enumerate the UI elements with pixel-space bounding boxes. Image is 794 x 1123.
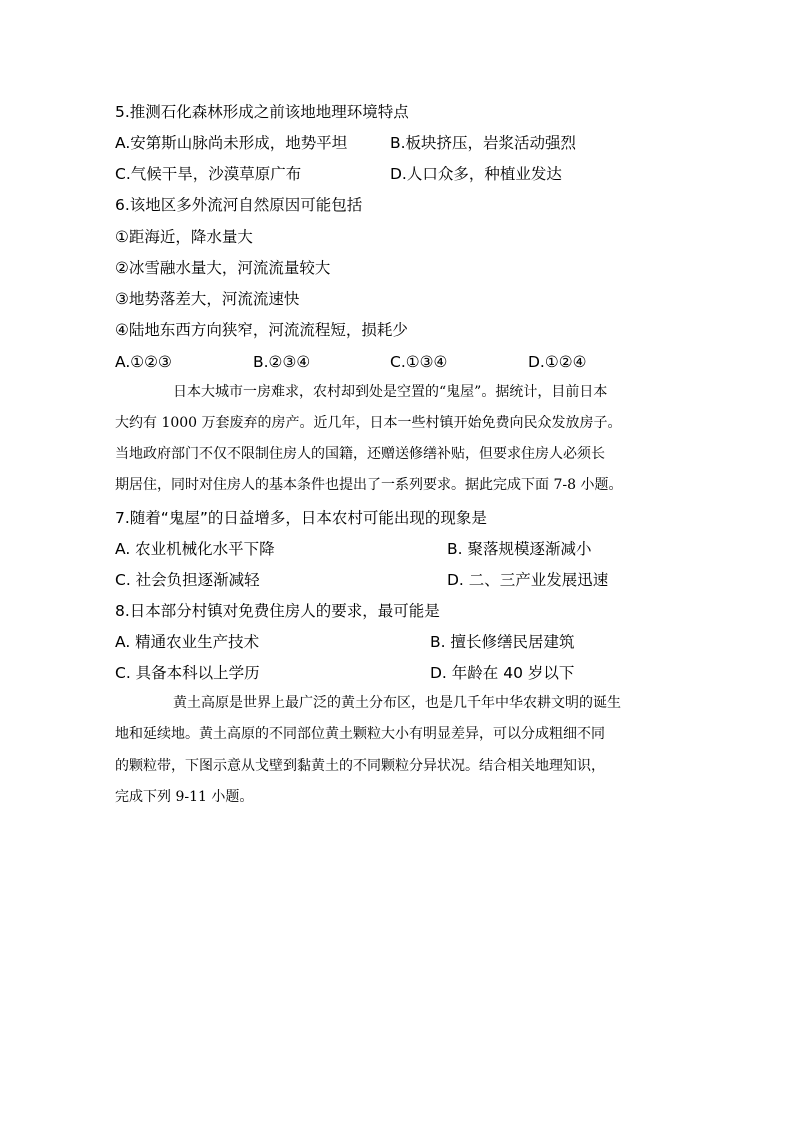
passage-9-11-line-2: 地和延续地。黄土高原的不同部位黄土颗粒大小有明显差异，可以分成粗细不同 [115, 726, 605, 742]
question-6-statement-2: ②冰雪融水量大，河流流量较大 [115, 259, 331, 277]
question-8-option-a: A. 精通农业生产技术 [115, 633, 260, 651]
question-6-option-b: B.②③④ [253, 353, 311, 371]
question-7-option-d: D. 二、三产业发展迅速 [447, 571, 609, 589]
question-5-option-c: C.气候干旱，沙漠草原广布 [115, 165, 302, 183]
question-7-stem: 7.随着“鬼屋”的日益增多，日本农村可能出现的现象是 [115, 509, 487, 527]
question-6-option-d: D.①②④ [528, 353, 587, 371]
passage-9-11-line-1: 黄土高原是世界上最广泛的黄土分布区，也是几千年中华农耕文明的诞生 [173, 695, 621, 711]
question-7-option-b: B. 聚落规模逐渐减小 [447, 540, 592, 558]
passage-9-11-line-4: 完成下列 9-11 小题。 [115, 789, 254, 805]
question-8-option-d: D. 年龄在 40 岁以下 [430, 664, 575, 682]
passage-7-8-line-2: 大约有 1000 万套废弃的房产。近几年，日本一些村镇开始免费向民众发放房子。 [115, 415, 622, 431]
question-6-stem: 6.该地区多外流河自然原因可能包括 [115, 196, 363, 214]
question-8-stem: 8.日本部分村镇对免费住房人的要求，最可能是 [115, 602, 440, 620]
question-6-option-a: A.①②③ [115, 353, 172, 371]
question-8-option-c: C. 具备本科以上学历 [115, 664, 260, 682]
question-6-statement-4: ④陆地东西方向狭窄，河流流程短，损耗少 [115, 321, 408, 339]
question-6-statement-1: ①距海近，降水量大 [115, 228, 253, 246]
passage-7-8-line-1: 日本大城市一房难求，农村却到处是空置的“鬼屋”。据统计，目前日本 [173, 384, 608, 400]
question-6-statement-3: ③地势落差大，河流流速快 [115, 290, 300, 308]
question-5-option-d: D.人口众多，种植业发达 [390, 165, 562, 183]
question-7-option-c: C. 社会负担逐渐减轻 [115, 571, 260, 589]
question-5-option-b: B.板块挤压，岩浆活动强烈 [390, 134, 577, 152]
question-8-option-b: B. 擅长修缮民居建筑 [430, 633, 575, 651]
question-6-option-c: C.①③④ [390, 353, 448, 371]
passage-7-8-line-4: 期居住，同时对住房人的基本条件也提出了一系列要求。据此完成下面 7-8 小题。 [115, 477, 623, 493]
passage-9-11-line-3: 的颗粒带，下图示意从戈壁到黏黄土的不同颗粒分异状况。结合相关地理知识， [115, 758, 605, 774]
question-7-option-a: A. 农业机械化水平下降 [115, 540, 275, 558]
question-5-stem: 5.推测石化森林形成之前该地地理环境特点 [115, 103, 409, 121]
passage-7-8-line-3: 当地政府部门不仅不限制住房人的国籍，还赠送修缮补贴，但要求住房人必须长 [115, 446, 605, 462]
question-5-option-a: A.安第斯山脉尚未形成，地势平坦 [115, 134, 348, 152]
